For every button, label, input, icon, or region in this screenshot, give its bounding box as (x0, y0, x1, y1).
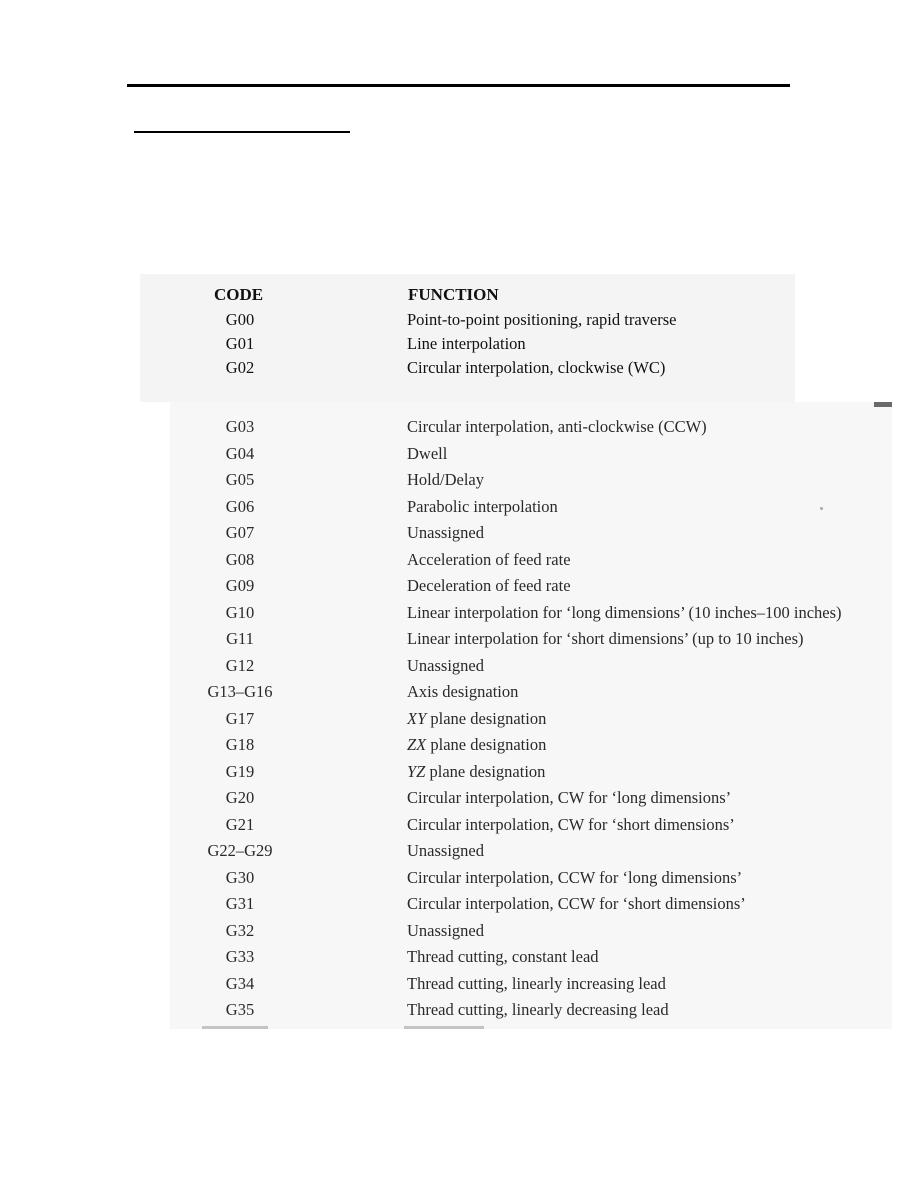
row-function: Parabolic interpolation (407, 496, 558, 516)
row-function: Circular interpolation, CCW for ‘short dimensions’ (407, 894, 746, 913)
row-function: Axis designation (407, 682, 519, 701)
row-code: G21 (225, 814, 255, 834)
row-code: G32 (225, 920, 255, 940)
row-function: Thread cutting, linearly increasing lead (407, 973, 666, 993)
row-function: Dwell (407, 443, 448, 463)
row-function (407, 735, 546, 755)
row-code: G04 (225, 443, 255, 463)
row-code: G17 (225, 708, 255, 728)
row-function: Unassigned (407, 655, 484, 675)
row-code: G02 (225, 358, 255, 378)
row-code: G07 (225, 523, 255, 542)
row-function: Unassigned (407, 523, 484, 542)
row-code: G34 (225, 973, 255, 993)
row-function (407, 762, 545, 782)
row-code: G11 (226, 629, 254, 648)
row-function: Linear interpolation for ‘long dimensions’ (10 inches–100 inches) (407, 602, 842, 622)
function-text: plane designation (426, 735, 547, 754)
row-function: Thread cutting, linearly decreasing lead (407, 1000, 669, 1019)
row-code: G01 (225, 334, 255, 354)
row-code: G03 (225, 417, 255, 436)
row-function: Circular interpolation, CCW for ‘long dimensions’ (407, 867, 743, 887)
row-function: Deceleration of feed rate (407, 576, 571, 595)
scan-speck (820, 507, 823, 510)
row-code: G20 (225, 788, 255, 807)
row-code: G00 (225, 310, 255, 329)
row-code: G08 (225, 549, 255, 569)
row-code: G30 (225, 867, 255, 887)
row-function: Line interpolation (407, 334, 526, 354)
row-code: G13–G16 (207, 682, 273, 701)
row-function (407, 709, 546, 729)
row-code: G09 (225, 576, 255, 595)
function-text: plane designation (425, 761, 546, 781)
row-function: Acceleration of feed rate (407, 549, 571, 569)
section-title-underline (134, 131, 350, 133)
row-code: G35 (225, 1000, 255, 1019)
row-function: Circular interpolation, CW for ‘short dimensions’ (407, 814, 735, 834)
row-function: Hold/Delay (407, 470, 484, 489)
row-function: Unassigned (407, 841, 484, 860)
scan-mark (874, 402, 892, 407)
plane-axes: YZ (407, 761, 426, 781)
row-function: Point-to-point positioning, rapid traverse (407, 310, 677, 329)
row-function: Unassigned (407, 920, 484, 940)
row-function: Circular interpolation, anti-clockwise (CCW) (407, 417, 707, 436)
column-header-code: CODE (214, 285, 264, 304)
row-function: Linear interpolation for ‘short dimensions’ (up to 10 inches) (407, 629, 804, 648)
row-code: G05 (225, 470, 255, 489)
row-code: G10 (225, 602, 255, 622)
function-text: plane designation (426, 708, 547, 728)
row-code: G18 (225, 735, 255, 754)
column-header-function: FUNCTION (408, 285, 499, 304)
row-function: Thread cutting, constant lead (407, 947, 599, 966)
row-function: Circular interpolation, CW for ‘long dimensions’ (407, 788, 732, 807)
row-code: G31 (225, 894, 255, 913)
row-code: G19 (225, 761, 255, 781)
header-rule (127, 84, 790, 87)
row-code: G22–G29 (207, 841, 273, 860)
row-function: Circular interpolation, clockwise (WC) (407, 358, 666, 378)
row-code: G12 (225, 655, 255, 675)
plane-axes: XY (407, 708, 427, 728)
row-code: G33 (225, 947, 255, 966)
cut-off-function (404, 1026, 484, 1029)
cut-off-code (202, 1026, 268, 1029)
plane-axes: ZX (407, 735, 427, 754)
row-code: G06 (225, 496, 255, 516)
